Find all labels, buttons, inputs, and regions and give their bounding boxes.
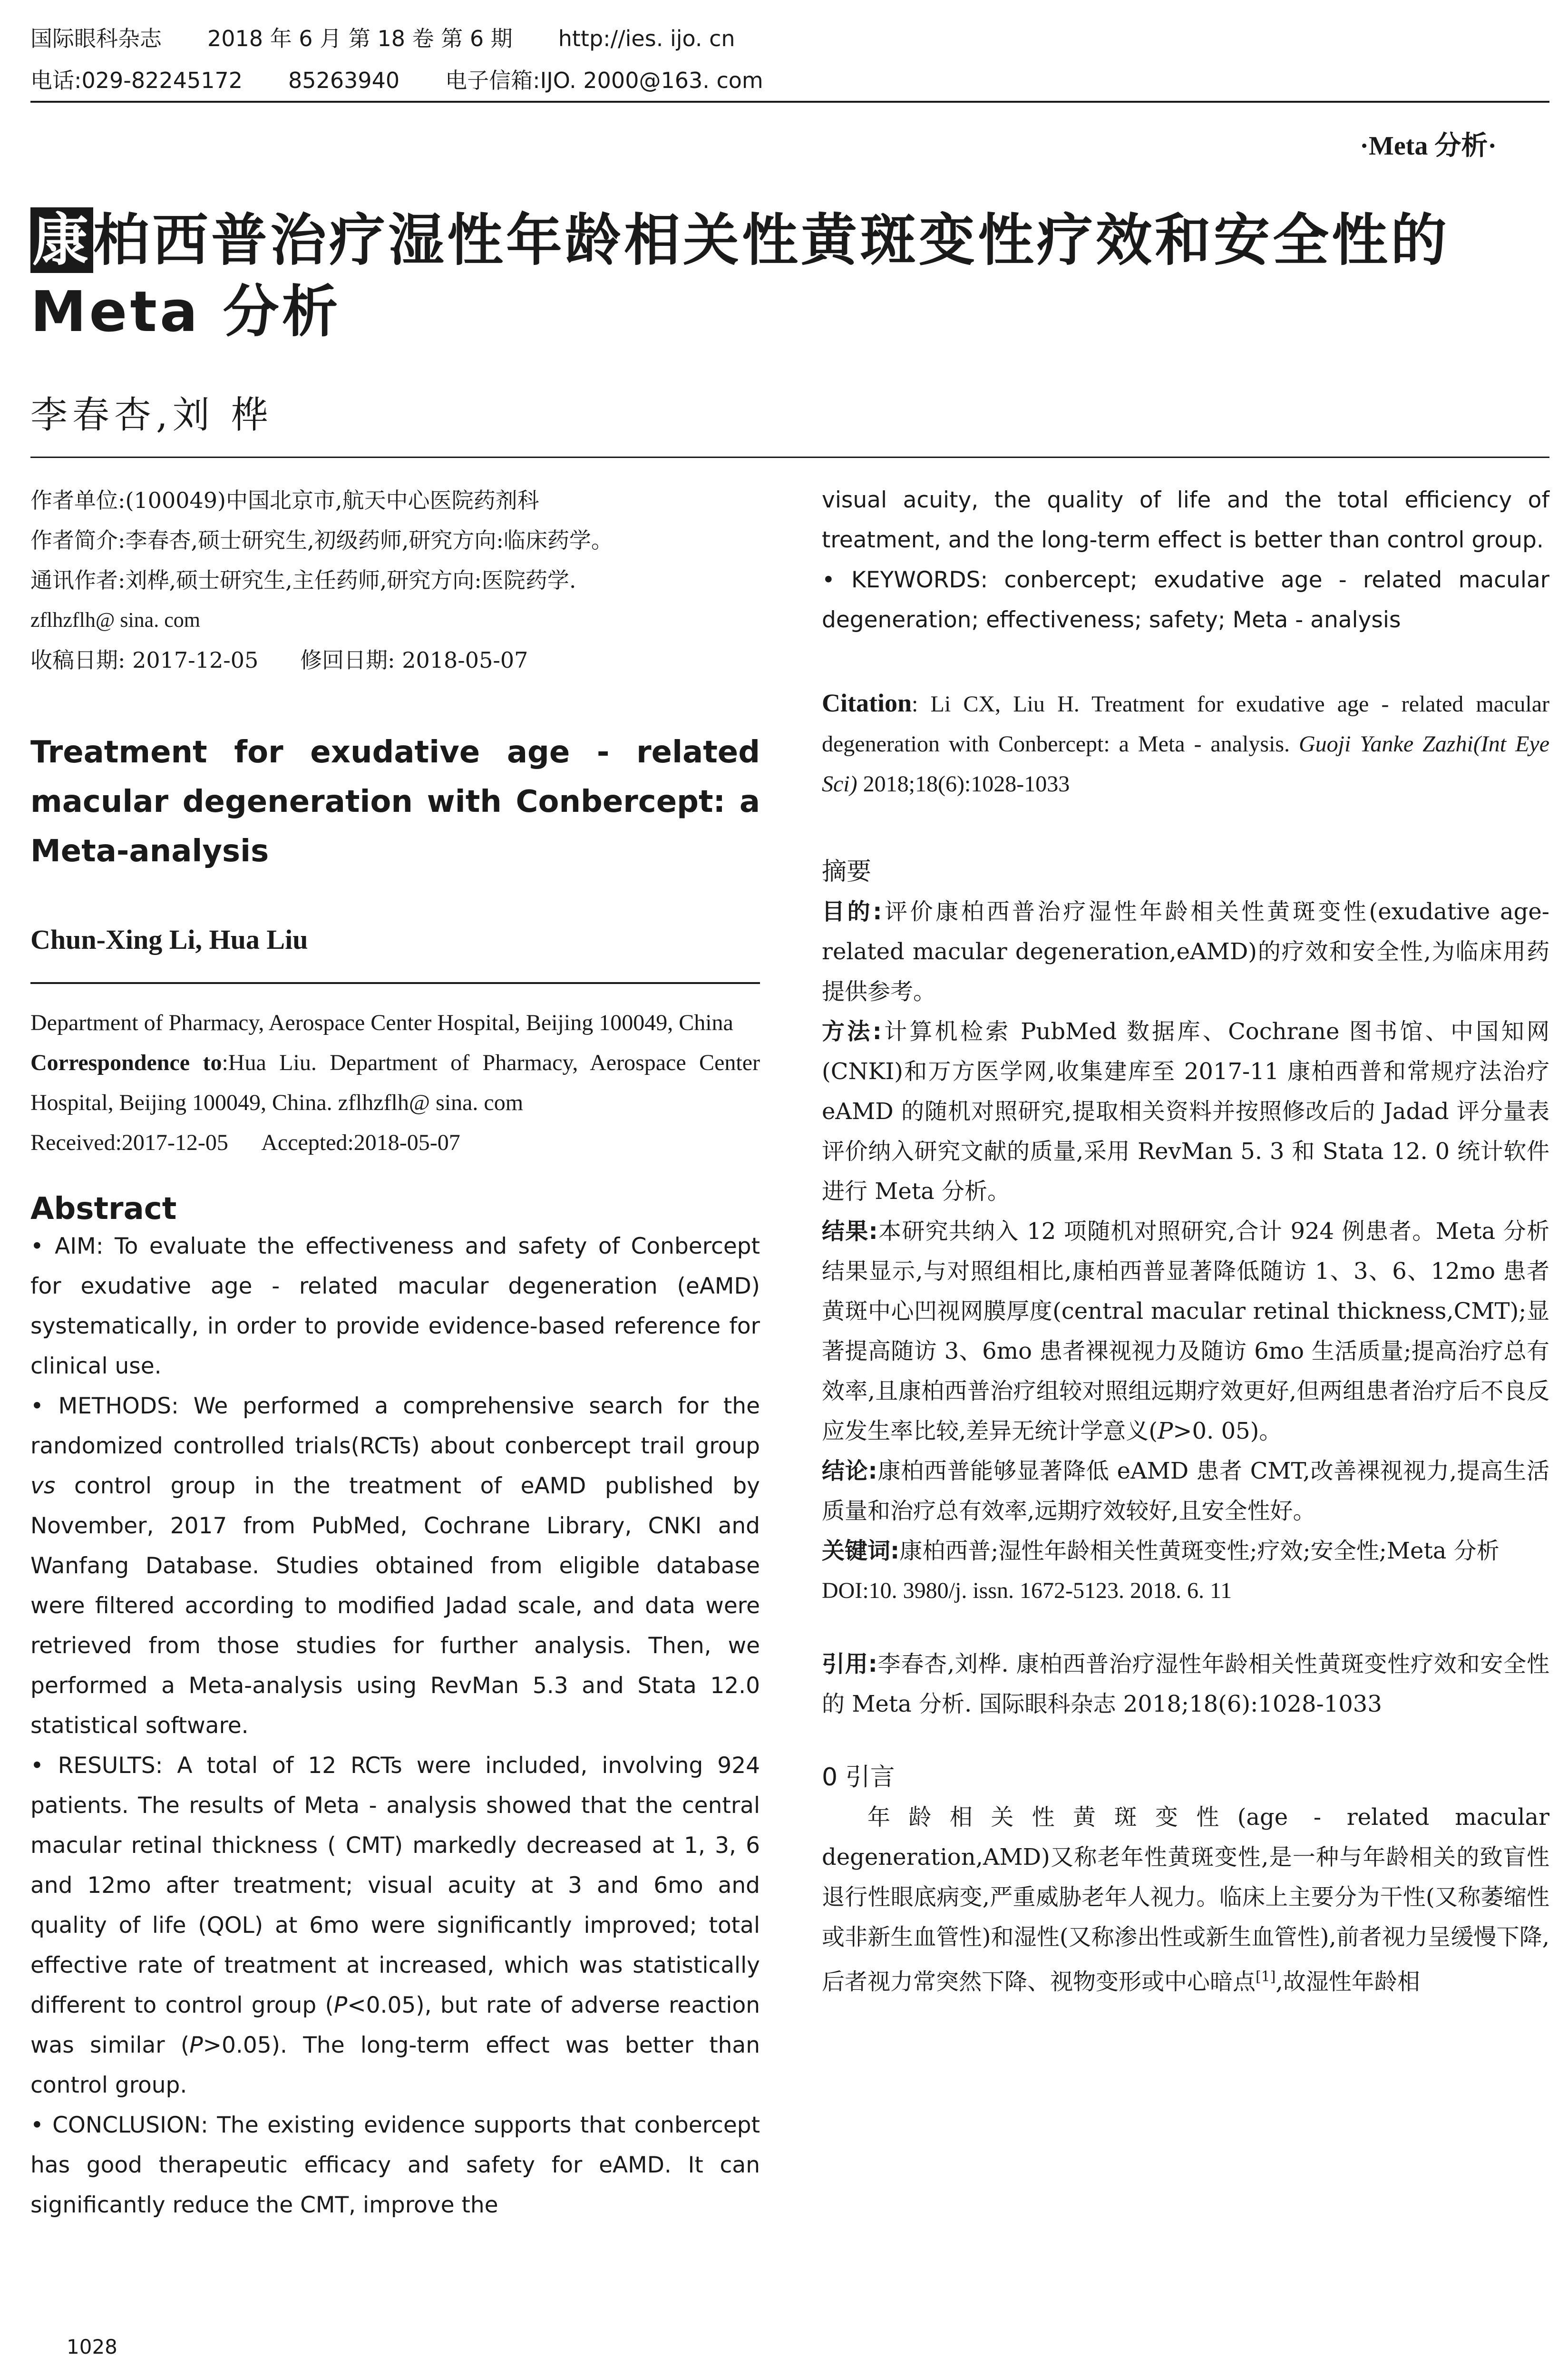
conclusion-text: : The existing evidence supports that conbercept has good therapeutic efficacy and safety for eAMD. It can significantly reduce the CMT, improve the xyxy=(30,2112,760,2218)
doi: DOI:10. 3980/j. issn. 1672-5123. 2018. 6. 11 xyxy=(822,1578,1232,1603)
keywords-text: : conbercept; exudative age - related macular degeneration; effectiveness; safety; Meta - analysis xyxy=(822,567,1549,633)
cn-results-tail: >0. 05)。 xyxy=(1173,1418,1282,1444)
keywords-label: • KEYWORDS xyxy=(822,567,981,593)
results-label: • RESULTS xyxy=(30,1753,156,1779)
cn-results-p: P xyxy=(1158,1418,1173,1444)
intro-paragraph xyxy=(822,1797,1549,2002)
english-title: Treatment for exudative age - related macular degeneration with Conbercept: a Meta-analysis xyxy=(30,735,760,869)
cn-conclusion-text: 康柏西普能够显著降低 eAMD 患者 CMT,改善裸视视力,提高生活质量和治疗总有效率,远期疗效较好,且安全性好。 xyxy=(822,1458,1549,1524)
cn-results-label: 结果: xyxy=(822,1218,878,1245)
title-line1: 柏西普治疗湿性年龄相关性黄斑变性疗效和安全性的 xyxy=(93,207,1450,273)
english-authors: Chun-Xing Li, Hua Liu xyxy=(30,924,308,955)
cn-conclusion-label: 结论: xyxy=(822,1458,877,1484)
intro-text: 年龄相关性黄斑变性(age - related macular degeneration,AMD)又称老年性黄斑变性,是一种与年龄相关的致盲性退行性眼底病变,严重威胁老年人视力。临床上主要分为干性(又称萎缩性或非新生血管性)和湿性(又称渗出性或新生血管性),前者视力呈缓慢下降,后者视力常突然下降、视物变形或中心暗点 xyxy=(822,1804,1549,1995)
results-p2-tail: >0.05). The long-term effect was better than control group. xyxy=(30,2032,760,2098)
citation-journal: Guoji Yanke Zazhi(Int Eye Sci) xyxy=(822,731,1549,797)
header-rule xyxy=(30,101,1549,103)
authors-cn: 李春杏,刘 桦 xyxy=(30,394,273,437)
cn-methods-label: 方法: xyxy=(822,1018,882,1045)
right-column xyxy=(822,480,1549,2002)
abstract-methods xyxy=(30,1386,760,1746)
journal-phone2: 85263940 xyxy=(288,68,400,93)
intro-ref[interactable]: [1] xyxy=(1256,1968,1276,1985)
journal-phone: 电话:029-82245172 xyxy=(30,68,243,93)
author-intro: 作者简介:李春杏,硕士研究生,初级药师,研究方向:临床药学。 xyxy=(30,527,613,553)
citation-label: Citation xyxy=(822,689,912,717)
corresponding-email: zflhzflh@ sina. com xyxy=(30,608,200,632)
abstract-conclusion-cont: visual acuity, the quality of life and the total efficiency of treatment, and the long-term effect is better than control group. xyxy=(822,487,1549,553)
methods-label: • METHODS xyxy=(30,1393,171,1419)
abstract-results xyxy=(30,1746,760,2105)
intro-text-tail: ,故湿性年龄相 xyxy=(1276,1968,1420,1995)
aim-label: • AIM xyxy=(30,1233,96,1259)
page-number: 1028 xyxy=(67,2335,117,2358)
received-dates-en: Received:2017-12-05 Accepted:2018-05-07 xyxy=(30,1130,460,1155)
correspondence xyxy=(30,1043,760,1123)
cn-results-text: 本研究共纳入 12 项随机对照研究,合计 924 例患者。Meta 分析结果显示,与对照组相比,康柏西普显著降低随访 1、3、6、12mo 患者黄斑中心凹视网膜厚度(central macular retinal thickness,CMT);显著提高随访 3、6mo 患者裸视视力及随访 6mo 生活质量;提高治疗总有效率,且康柏西普治疗组较对照组远期疗效更好,但两组患者治疗后不良反应发生率比较,差异无统计学意义( xyxy=(822,1218,1549,1444)
methods-text: : We performed a comprehensive search for the randomized controlled trials(RCTs) about conbercept trail group xyxy=(30,1393,760,1459)
journal-header-line2 xyxy=(30,69,809,91)
cn-methods xyxy=(822,1012,1549,1211)
cn-methods-text: 计算机检索 PubMed 数据库、Cochrane 图书馆、中国知网(CNKI)和万方医学网,收集建库至 2017-11 康柏西普和常规疗法治疗 eAMD 的随机对照研究,提取相关资料并按照修改后的 Jadad 评分量表评价纳入研究文献的质量,采用 RevMan 5. 3 和 Stata 12. 0 统计软件进行 Meta 分析。 xyxy=(822,1018,1549,1205)
citation xyxy=(822,683,1549,804)
aim-text: : To evaluate the effectiveness and safety of Conbercept for exudative age - related macular degeneration (eAMD) systematically, in order to provide evidence-based reference for clinical use. xyxy=(30,1233,760,1379)
cite-cn-text: 李春杏,刘桦. 康柏西普治疗湿性年龄相关性黄斑变性疗效和安全性的 Meta 分析. 国际眼科杂志 2018;18(6):1028-1033 xyxy=(822,1651,1549,1717)
cn-purpose-text: 评价康柏西普治疗湿性年龄相关性黄斑变性(exudative age-related macular degeneration,eAMD)的疗效和安全性,为临床用药提供参考。 xyxy=(822,898,1550,1005)
journal-name: 国际眼科杂志 xyxy=(30,26,162,51)
abstract-keywords xyxy=(822,560,1549,640)
results-p2: P xyxy=(189,2032,203,2058)
cite-cn-label: 引用: xyxy=(822,1651,877,1677)
journal-email: 电子信箱:IJO. 2000@163. com xyxy=(445,68,763,93)
section-tag: ·Meta 分析· xyxy=(1360,131,1497,161)
abstract-aim xyxy=(30,1227,760,1386)
cn-keywords-label: 关键词: xyxy=(822,1538,900,1564)
methods-vs: vs xyxy=(30,1473,56,1499)
english-authors-rule xyxy=(30,982,760,984)
citation-tail: 2018;18(6):1028-1033 xyxy=(863,771,1070,797)
cn-purpose xyxy=(822,892,1549,1012)
cn-keywords xyxy=(822,1531,1549,1571)
author-unit: 作者单位:(100049)中国北京市,航天中心医院药剂科 xyxy=(30,487,539,513)
journal-header-line1 xyxy=(30,28,781,49)
authors-rule xyxy=(30,457,1549,458)
results-text: : A total of 12 RCTs were included, involving 924 patients. The results of Meta - analysis showed that the central macular retinal thickness ( CMT) markedly decreased at 1, 3, 6 and 12mo after treatment; visual acuity at 3 and 6mo and quality of life (QOL) at 6mo were significantly improved; total effective rate of treatment at increased, which was statistically different to control group ( xyxy=(30,1753,760,2018)
results-p1: P xyxy=(333,1992,348,2018)
issue-info: 2018 年 6 月 第 18 卷 第 6 期 xyxy=(207,26,513,51)
journal-website: http://ies. ijo. cn xyxy=(558,26,735,51)
title-line2: Meta 分析 xyxy=(30,279,341,344)
correspondence-text: :Hua Liu. Department of Pharmacy, Aerospace Center Hospital, Beijing 100049, China. zflhzflh@ sina. com xyxy=(30,1050,760,1115)
cn-results xyxy=(822,1211,1549,1451)
cn-conclusion xyxy=(822,1451,1549,1531)
affiliation: Department of Pharmacy, Aerospace Center Hospital, Beijing 100049, China xyxy=(30,1010,733,1035)
cite-cn xyxy=(822,1644,1549,1724)
title-first-char: 康 xyxy=(30,207,93,273)
results-p1-tail: <0.05), but rate of adverse reaction was similar ( xyxy=(30,1992,760,2058)
methods-text-2: control group in the treatment of eAMD published by November, 2017 from PubMed, Cochrane Library, CNKI and Wanfang Database. Studies obtained from eligible database were filtered according to modified Jadad scale, and data were retrieved from those studies for further analysis. Then, we performed a Meta-analysis using RevMan 5.3 and Stata 12.0 statistical software. xyxy=(30,1473,760,1739)
intro-heading: 0 引言 xyxy=(822,1763,895,1792)
received-dates-cn: 收稿日期: 2017-12-05 修回日期: 2018-05-07 xyxy=(30,647,528,673)
page-title xyxy=(30,205,1552,347)
cn-keywords-text: 康柏西普;湿性年龄相关性黄斑变性;疗效;安全性;Meta 分析 xyxy=(899,1538,1500,1564)
cn-purpose-label: 目的: xyxy=(822,898,882,925)
citation-text: : Li CX, Liu H. Treatment for exudative age - related macular degeneration with Conbercept: a Meta - analysis. xyxy=(822,692,1549,757)
corresponding-author: 通讯作者:刘桦,硕士研究生,主任药师,研究方向:医院药学. xyxy=(30,567,576,593)
abstract-conclusion xyxy=(30,2105,760,2225)
left-column xyxy=(30,480,760,2225)
correspondence-label: Correspondence to xyxy=(30,1050,222,1075)
abstract-heading: Abstract xyxy=(30,1191,177,1227)
cn-abstract-heading: 摘要 xyxy=(822,857,872,886)
conclusion-label: • CONCLUSION xyxy=(30,2112,201,2138)
